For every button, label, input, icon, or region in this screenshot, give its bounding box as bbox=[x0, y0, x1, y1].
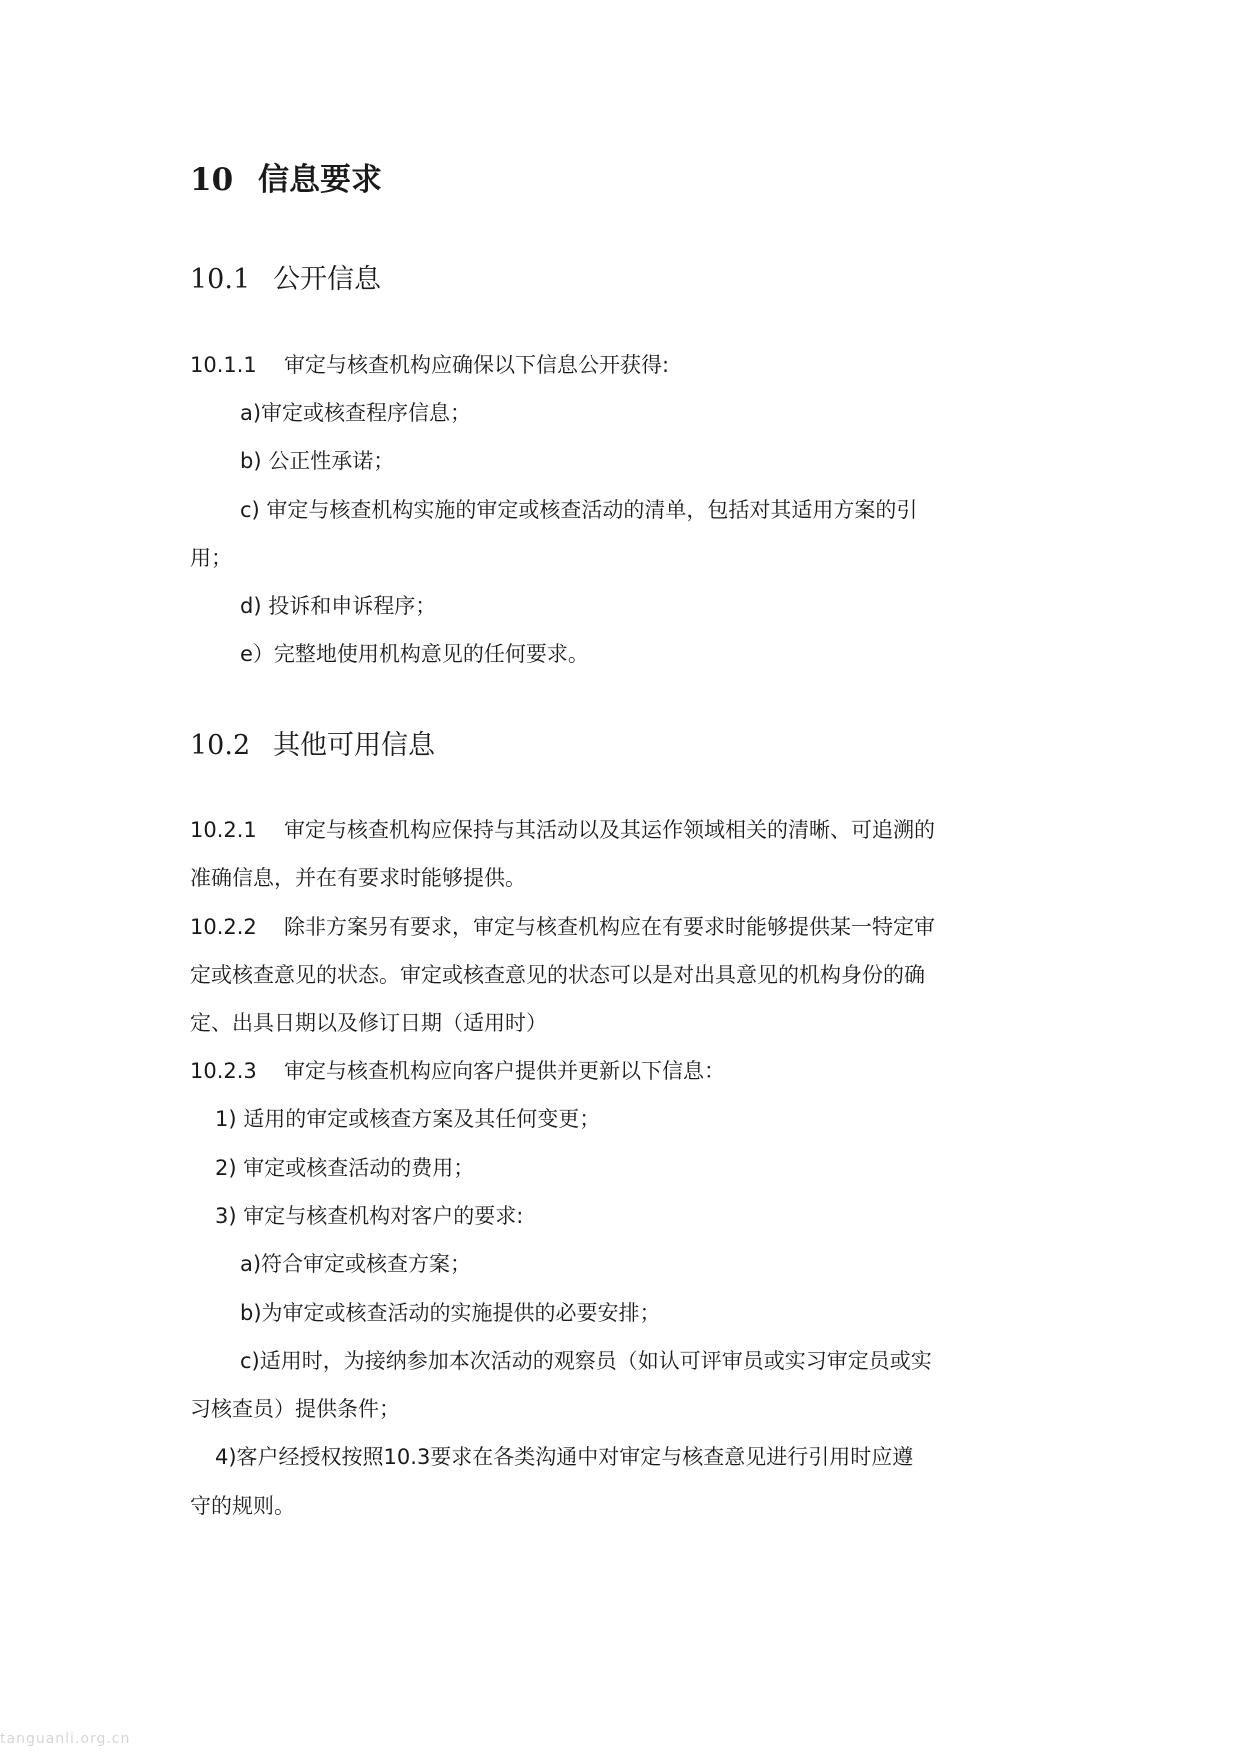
subsection-heading-10-1 bbox=[190, 262, 381, 298]
subsection-title: 公开信息 bbox=[273, 264, 381, 295]
sub-item: b)为审定或核查活动的实施提供的必要安排； bbox=[240, 1301, 661, 1325]
clause-10-2-1 bbox=[190, 813, 935, 847]
clause-number: 10.2.3 bbox=[190, 1059, 257, 1083]
clause-number: 10.2.1 bbox=[190, 818, 257, 842]
section-heading bbox=[190, 160, 382, 200]
clause-text-continuation: 准确信息，并在有要求时能够提供。 bbox=[190, 866, 526, 890]
clause-text: 审定与核查机构应保持与其活动以及其运作领域相关的清晰、可追溯的 bbox=[284, 818, 935, 842]
clause-text: 审定与核查机构应确保以下信息公开获得: bbox=[284, 353, 670, 377]
numbered-item-continuation: 守的规则。 bbox=[190, 1494, 295, 1518]
clause-text-continuation: 定、出具日期以及修订日期（适用时） bbox=[190, 1011, 547, 1035]
section-title: 信息要求 bbox=[258, 162, 382, 198]
subsection-title: 其他可用信息 bbox=[273, 730, 435, 761]
section-number: 10 bbox=[190, 162, 234, 198]
clause-text-continuation: 定或核查意见的状态。审定或核查意见的状态可以是对出具意见的机构身份的确 bbox=[190, 963, 925, 987]
sub-item: c)适用时，为接纳参加本次活动的观察员（如认可评审员或实习审定员或实 bbox=[240, 1349, 932, 1373]
list-item-continuation: 用； bbox=[190, 546, 232, 570]
numbered-item: 3) 审定与核查机构对客户的要求: bbox=[215, 1204, 524, 1228]
clause-number: 10.1.1 bbox=[190, 353, 257, 377]
clause-text: 除非方案另有要求，审定与核查机构应在有要求时能够提供某一特定审 bbox=[284, 915, 935, 939]
subsection-number: 10.1 bbox=[190, 264, 251, 295]
subsection-number: 10.2 bbox=[190, 730, 251, 761]
watermark-text: tanguanli.org.cn bbox=[0, 1731, 131, 1747]
sub-item: a)符合审定或核查方案； bbox=[240, 1252, 472, 1276]
numbered-item: 2) 审定或核查活动的费用； bbox=[215, 1156, 475, 1180]
numbered-item: 4)客户经授权按照10.3要求在各类沟通中对审定与核查意见进行引用时应遵 bbox=[215, 1445, 914, 1469]
subsection-heading-10-2 bbox=[190, 728, 435, 764]
list-item: d) 投诉和申诉程序； bbox=[240, 594, 437, 618]
clause-10-2-2 bbox=[190, 910, 935, 944]
clause-text: 审定与核查机构应向客户提供并更新以下信息： bbox=[284, 1059, 725, 1083]
clause-10-2-3 bbox=[190, 1054, 725, 1088]
list-item: a)审定或核查程序信息； bbox=[240, 401, 472, 425]
clause-10-1-1 bbox=[190, 348, 669, 382]
list-item: b) 公正性承诺； bbox=[240, 449, 395, 473]
numbered-item: 1) 适用的审定或核查方案及其任何变更； bbox=[215, 1107, 601, 1131]
sub-item-continuation: 习核查员）提供条件； bbox=[190, 1397, 400, 1421]
list-item: c) 审定与核查机构实施的审定或核查活动的清单，包括对其适用方案的引 bbox=[240, 498, 918, 522]
clause-number: 10.2.2 bbox=[190, 915, 257, 939]
list-item: e）完整地使用机构意见的任何要求。 bbox=[240, 642, 589, 666]
